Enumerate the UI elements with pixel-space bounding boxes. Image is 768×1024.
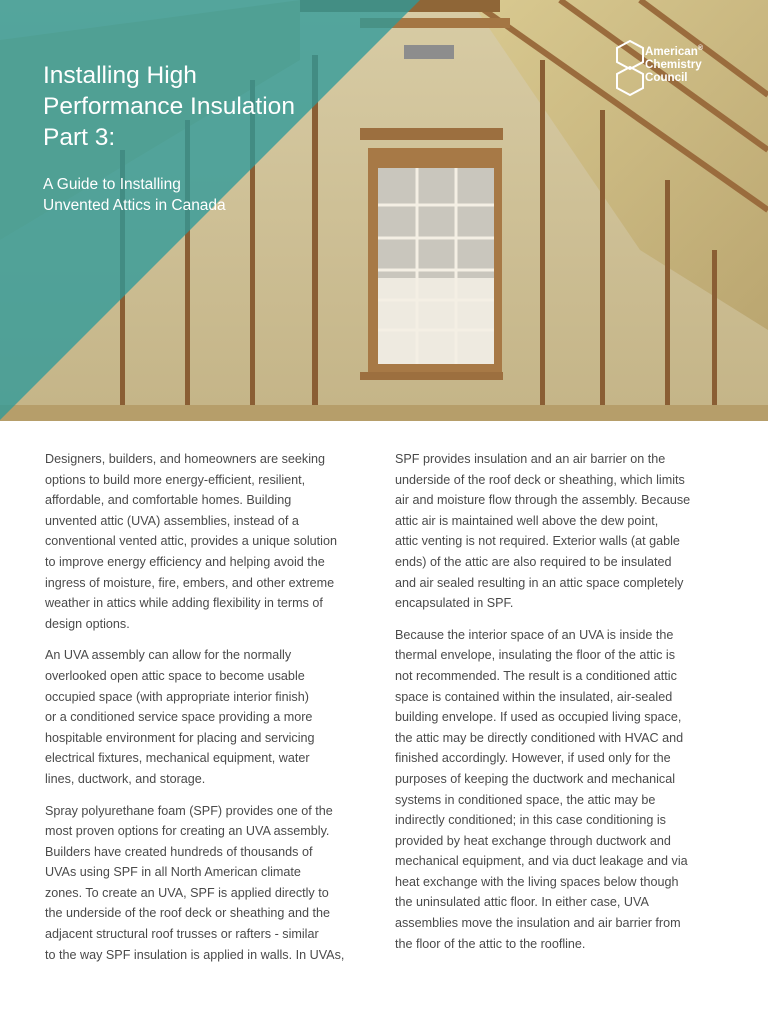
text-line: SPF provides insulation and an air barrier on the (395, 452, 666, 466)
text-line: mechanical equipment, and via duct leakage and via (395, 854, 688, 869)
text-line: UVAs using SPF in all North American climate (45, 865, 301, 880)
text-line: occupied space (with appropriate interior finish) (45, 689, 309, 704)
document-title (43, 60, 363, 153)
text-line: unvented attic (UVA) assemblies, instead of a (45, 513, 299, 528)
text-line: thermal envelope, insulating the floor of the attic is (395, 648, 676, 663)
title-block (43, 60, 363, 216)
text-line: the underside of the roof deck or sheathing and the (45, 906, 330, 921)
document-subtitle (43, 174, 363, 216)
hero-banner (0, 0, 768, 421)
title-line: Part 3: (43, 124, 116, 151)
paragraph (45, 449, 372, 634)
text-line: and air sealed resulting in an attic space completely (395, 575, 684, 590)
text-line: purposes of keeping the ductwork and mechanical (395, 771, 676, 786)
text-line: building envelope. If used as occupied living space, (395, 710, 682, 725)
text-line: Because the interior space of an UVA is inside the (395, 627, 674, 642)
text-line: Spray polyurethane foam (SPF) provides one of the (45, 803, 333, 818)
text-line: the attic may be directly conditioned with HVAC and (395, 730, 684, 745)
text-line: the uninsulated attic floor. In either case, UVA (395, 895, 649, 910)
text-line: to improve energy efficiency and helping avoid the (45, 554, 325, 569)
text-line: Builders have created hundreds of thousands of (45, 844, 313, 859)
subtitle-line: A Guide to Installing (43, 176, 181, 193)
text-line: ends) of the attic are also required to be insulated (395, 554, 672, 569)
text-line: finished accordingly. However, if used only for the (395, 751, 671, 766)
text-line: heat exchange with the living spaces below though (395, 874, 679, 889)
text-line: electrical fixtures, mechanical equipment, water (45, 751, 310, 766)
text-line: adjacent structural roof trusses or rafters - similar (45, 927, 319, 942)
text-line: Designers, builders, and homeowners are seeking (45, 452, 326, 466)
text-line: not recommended. The result is a conditioned attic (395, 668, 677, 683)
text-line: affordable, and comfortable homes. Building (45, 493, 292, 508)
text-line: weather in attics while adding flexibility in terms of (45, 596, 323, 611)
text-line: design options. (45, 616, 130, 631)
text-line: hospitable environment for placing and servicing (45, 730, 315, 745)
text-line: attic venting is not required. Exterior walls (at gable (395, 534, 680, 549)
text-line: provided by heat exchange through ductwork and (395, 833, 671, 848)
hexagon-outline-icon (612, 37, 648, 99)
right-column (395, 449, 722, 965)
text-line: most proven options for creating an UVA assembly. (45, 824, 330, 839)
text-line: conventional vented attic, provides a unique solution (45, 534, 337, 549)
text-line: to the way SPF insulation is applied in walls. In UVAs, (45, 947, 345, 962)
text-line: assemblies move the insulation and air barrier from (395, 916, 681, 931)
logo-line: Chemistry (645, 57, 702, 71)
logo-line: American® (645, 44, 704, 58)
text-line: zones. To create an UVA, SPF is applied directly to (45, 885, 329, 900)
text-line: space is contained within the insulated, air-sealed (395, 689, 673, 704)
text-line: indirectly conditioned; in this case conditioning is (395, 813, 666, 828)
subtitle-line: Unvented Attics in Canada (43, 197, 226, 214)
paragraph (45, 801, 372, 966)
title-line: Performance Insulation (43, 93, 295, 120)
left-column (45, 449, 372, 976)
text-line: air and moisture flow through the assembly. Because (395, 493, 691, 508)
paragraph (395, 449, 722, 614)
paragraph (395, 625, 722, 955)
text-line: underside of the roof deck or sheathing, which limits (395, 472, 685, 487)
text-line: options to build more energy-efficient, resilient, (45, 472, 306, 487)
text-line: ingress of moisture, fire, embers, and other extreme (45, 575, 335, 590)
logo-wordmark (645, 42, 703, 84)
text-line: encapsulated in SPF. (395, 596, 514, 611)
text-line: overlooked open attic space to become usable (45, 668, 305, 683)
acc-logo (612, 37, 732, 99)
text-line: lines, ductwork, and storage. (45, 771, 206, 786)
text-line: systems in conditioned space, the attic may be (395, 792, 656, 807)
title-line: Installing High (43, 62, 197, 89)
text-line: An UVA assembly can allow for the normally (45, 648, 292, 663)
text-line: the floor of the attic to the roofline. (395, 936, 586, 951)
logo-line: Council (645, 70, 688, 84)
paragraph (45, 645, 372, 789)
text-line: or a conditioned service space providing a more (45, 710, 313, 725)
text-line: attic air is maintained well above the dew point, (395, 513, 659, 528)
